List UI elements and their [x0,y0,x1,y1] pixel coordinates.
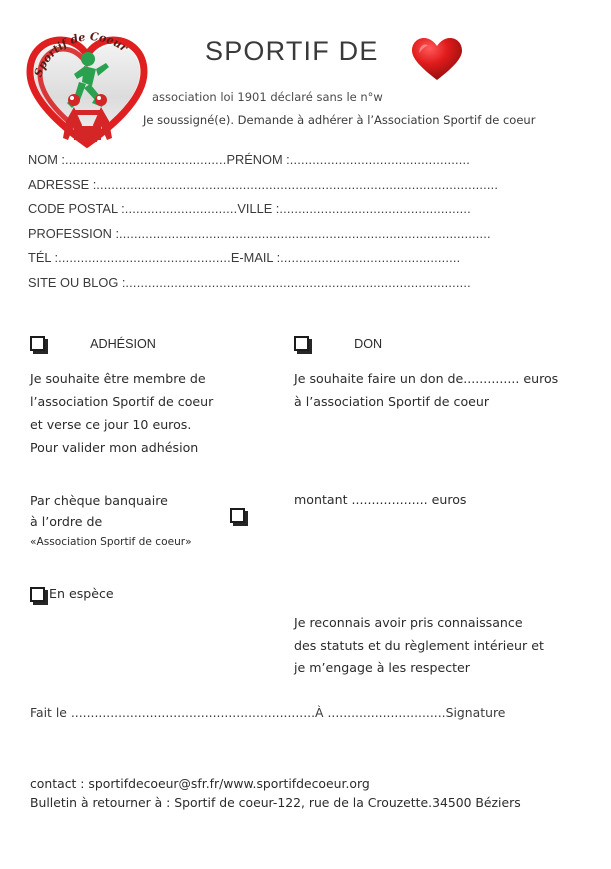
don-line-2: à l’association Sportif de coeur [294,394,490,409]
adhesion-line-2: l’association Sportif de coeur [30,394,214,409]
field-label-site: SITE OU BLOG : [28,274,126,290]
field-label-prenom: PRÉNOM : [226,152,290,167]
adhesion-line-1: Je souhaite être membre de [30,371,206,386]
acknowledgement-line-1: Je reconnais avoir pris connaissance [294,615,523,630]
footer-contact: contact : sportifdecoeur@sfr.fr/www.sportifdecoeur.org [30,776,370,791]
field-row-site[interactable] [28,271,576,296]
declaration-line: Je soussigné(e). Demande à adhérer à l’Association Sportif de coeur [143,113,536,127]
adhesion-line-3: et verse ce jour 10 euros. [30,417,192,432]
page-title: SPORTIF DE [205,36,379,66]
field-row-profession[interactable] [28,222,576,247]
don-heading: DON [354,336,383,351]
field-dots-tel: .............................................. [58,250,231,265]
payment-especes-row[interactable] [30,583,280,604]
acknowledgement-line-3: je m’engage à les respecter [294,660,470,675]
acknowledgement-line-2: des statuts et du règlement intérieur et [294,637,544,653]
lieu-label: À [315,705,328,720]
don-option-row[interactable] [294,333,584,359]
field-label-nom: NOM : [28,152,65,167]
logo-script-text: Sportif de Coeur [31,30,130,79]
field-dots-ville: ................................................... [279,201,471,216]
signature-line[interactable] [30,705,576,720]
adhesion-line-4: Pour valider mon adhésion [30,440,199,455]
field-label-tel: TÉL : [28,250,59,265]
field-dots-email: ................................................ [280,250,461,265]
association-legal-line: association loi 1901 déclaré sans le n°w [152,90,383,104]
cheque-line-1: Par chèque banquaire [30,493,168,508]
don-section [294,333,584,413]
field-label-ville: VILLE : [237,201,280,216]
field-row-tel[interactable] [28,246,576,271]
especes-label: En espèce [49,586,114,601]
fait-le-dots: .............................................................. [70,705,316,720]
field-dots-code-postal: .............................. [124,201,238,216]
field-row-adresse[interactable] [28,173,576,198]
don-line-1: Je souhaite faire un don de.............. euros [294,371,559,386]
field-label-adresse: ADRESSE : [28,176,97,192]
field-dots-site: ............................................................................................ [125,274,471,290]
association-logo [22,22,152,150]
field-dots-adresse: ........................................................................................................... [96,176,499,192]
field-label-profession: PROFESSION : [28,225,120,241]
field-label-email: E-MAIL : [230,250,281,265]
lieu-dots: .............................. [327,705,446,720]
adhesion-description [30,367,280,459]
adhesion-option-row[interactable] [30,333,280,359]
adhesion-heading: ADHÉSION [90,336,156,351]
field-row-code-postal[interactable] [28,197,576,222]
cheque-checkbox[interactable] [230,508,245,523]
acknowledgement-text [294,612,544,680]
cheque-line-2: à l’ordre de [30,514,103,529]
applicant-fields [28,148,576,295]
adhesion-checkbox[interactable] [30,336,45,351]
don-description [294,367,584,413]
montant-line[interactable]: montant ................... euros [294,492,467,507]
document-header [0,0,611,140]
especes-checkbox[interactable] [30,587,45,602]
payment-cheque-row[interactable] [30,490,280,552]
footer-return-address: Bulletin à retourner à : Sportif de coeur-122, rue de la Crouzette.34500 Béziers [30,795,521,810]
field-dots-prenom: ................................................ [289,152,470,167]
payment-methods [30,490,280,604]
field-row-nom[interactable] [28,148,576,173]
heart-icon [410,36,464,82]
signature-label: Signature [445,705,506,720]
field-dots-profession: ................................................................................................... [119,225,491,241]
don-checkbox[interactable] [294,336,309,351]
cheque-order-name: «Association Sportif de coeur» [30,536,192,548]
adhesion-section [30,333,280,459]
document-footer [30,774,521,812]
fait-le-label: Fait le [30,705,71,720]
field-dots-nom: ........................................... [64,152,227,167]
field-label-code-postal: CODE POSTAL : [28,201,125,216]
